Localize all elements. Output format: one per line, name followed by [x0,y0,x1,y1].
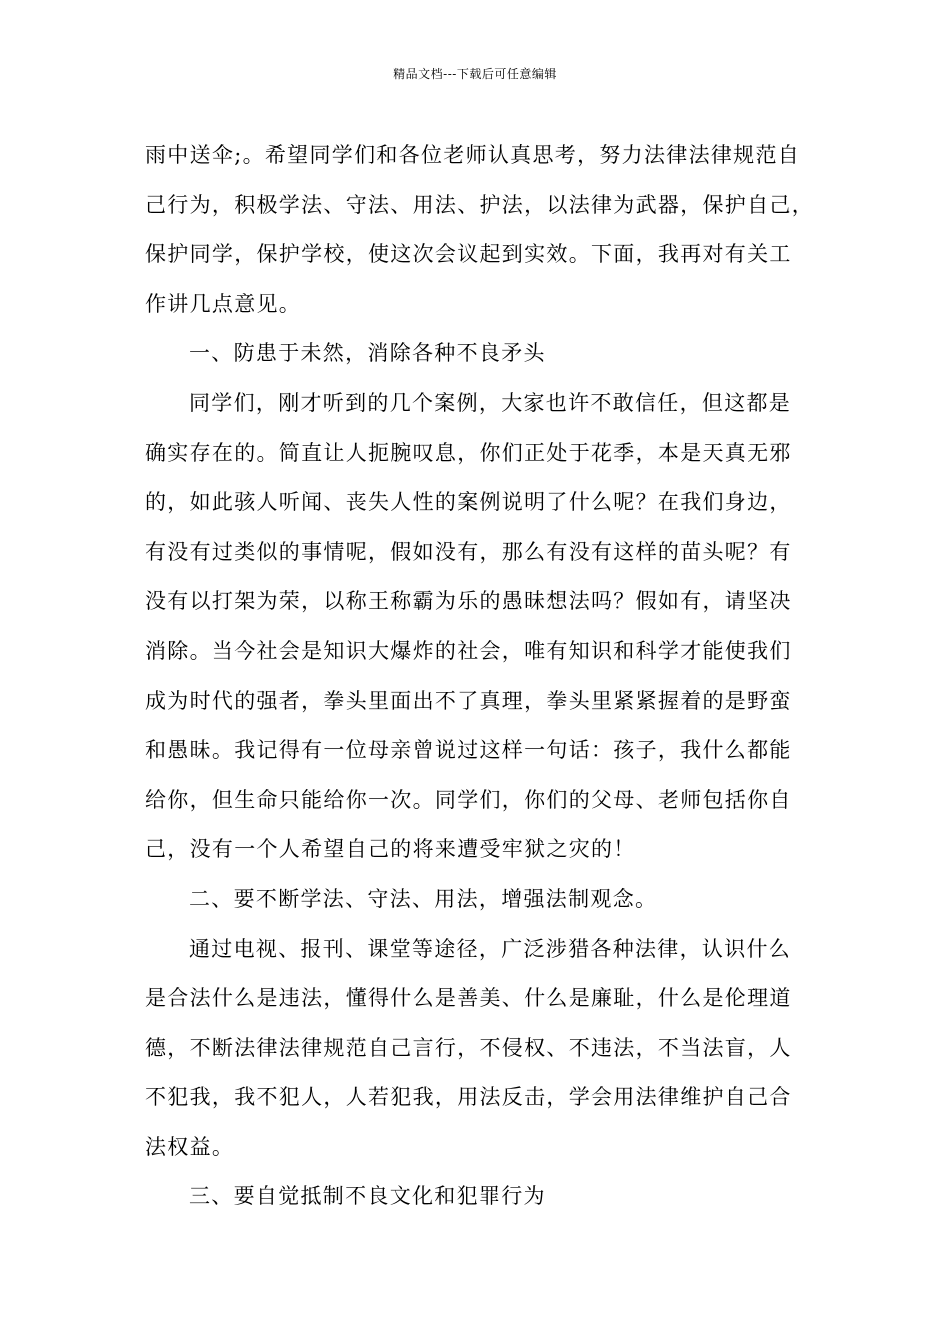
text-line: 法权益。 [145,1134,235,1159]
text-line: 德，不断法律法律规范自己言行，不侵权、不违法，不当法盲，人 [145,1035,792,1060]
text-line: 己行为，积极学法、守法、用法、护法，以法律为武器，保护自己， [145,192,814,217]
text-line: 作讲几点意见。 [145,291,302,316]
text-line: 通过电视、报刊、课堂等途径，广泛涉猎各种法律，认识什么 [189,936,792,961]
text-line: 不犯我，我不犯人，人若犯我，用法反击，学会用法律维护自己合 [145,1085,792,1110]
text-line: 没有以打架为荣，以称王称霸为乐的愚昧想法吗？假如有，请坚决 [145,589,792,614]
text-line: 保护同学，保护学校，使这次会议起到实效。下面，我再对有关工 [145,242,792,267]
text-line: 和愚昧。我记得有一位母亲曾说过这样一句话：孩子，我什么都能 [145,738,792,763]
text-line: 己，没有一个人希望自己的将来遭受牢狱之灾的！ [145,837,636,862]
text-line: 三、要自觉抵制不良文化和犯罪行为 [189,1184,546,1209]
document-body [145,131,820,1222]
text-line: 二、要不断学法、守法、用法，增强法制观念。 [189,886,658,911]
text-line: 消除。当今社会是知识大爆炸的社会，唯有知识和科学才能使我们 [145,638,792,663]
text-line: 同学们，刚才听到的几个案例，大家也许不敢信任，但这都是 [189,390,792,415]
text-line: 确实存在的。简直让人扼腕叹息，你们正处于花季，本是天真无邪 [145,440,792,465]
text-line: 成为时代的强者，拳头里面出不了真理，拳头里紧紧握着的是野蛮 [145,688,792,713]
text-line: 一、防患于未然，消除各种不良矛头 [189,341,546,366]
text-line: 的，如此骇人听闻、丧失人性的案例说明了什么呢？在我们身边， [145,490,792,515]
text-line: 有没有过类似的事情呢，假如没有，那么有没有这样的苗头呢？有 [145,539,792,564]
text-line: 雨中送伞;。希望同学们和各位老师认真思考，努力法律法律规范自 [145,143,801,167]
text-line: 给你，但生命只能给你一次。同学们，你们的父母、老师包括你自 [145,787,792,812]
text-line: 是合法什么是违法，懂得什么是善美、什么是廉耻，什么是伦理道 [145,986,792,1011]
page-header: 精品文档---下载后可任意编辑 [393,67,557,81]
